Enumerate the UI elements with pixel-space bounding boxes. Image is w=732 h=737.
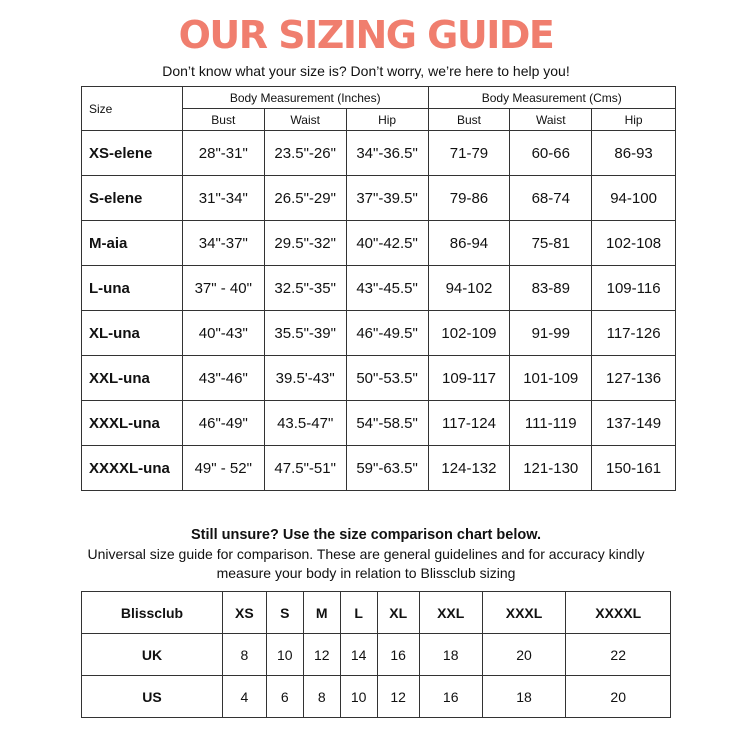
measurement-cell: 86-94 xyxy=(428,221,510,266)
measurement-cell: 59"-63.5" xyxy=(346,446,428,491)
measurement-cell: 137-149 xyxy=(592,401,676,446)
page-title: OUR SIZING GUIDE xyxy=(178,13,554,57)
measurement-cell: 109-117 xyxy=(428,356,510,401)
measurement-cell: 50"-53.5" xyxy=(346,356,428,401)
size-name-cell: XS-elene xyxy=(82,131,183,176)
measurement-cell: 124-132 xyxy=(428,446,510,491)
table-row xyxy=(82,446,676,491)
table-row xyxy=(82,401,676,446)
sub-header-cell: Waist xyxy=(264,109,346,131)
comparison-value-cell: 4 xyxy=(222,676,266,718)
comparison-size-header: L xyxy=(340,592,377,634)
measurement-cell: 35.5"-39" xyxy=(264,311,346,356)
measurement-cell: 34"-36.5" xyxy=(346,131,428,176)
size-name-cell: XL-una xyxy=(82,311,183,356)
comparison-value-cell: 20 xyxy=(482,634,566,676)
measurement-cell: 121-130 xyxy=(510,446,592,491)
page-subtitle: Don’t know what your size is? Don’t worry, we’re here to help you! xyxy=(162,63,570,79)
comparison-size-header: XL xyxy=(377,592,419,634)
measurement-cell: 43"-45.5" xyxy=(346,266,428,311)
comparison-size-header: XS xyxy=(222,592,266,634)
comparison-heading: Still unsure? Use the size comparison chart below. xyxy=(191,527,541,543)
comparison-description: Universal size guide for comparison. These are general guidelines and for accuracy kindly measure your body in relation to Blissclub sizing xyxy=(87,546,645,581)
size-name-cell: XXXXL-una xyxy=(82,446,183,491)
inches-group-header: Body Measurement (Inches) xyxy=(182,87,428,109)
size-column-header: Size xyxy=(82,87,183,131)
measurement-cell: 49" - 52" xyxy=(182,446,264,491)
measurement-cell: 150-161 xyxy=(592,446,676,491)
measurement-cell: 43.5-47" xyxy=(264,401,346,446)
comparison-value-cell: 18 xyxy=(419,634,482,676)
measurement-cell: 75-81 xyxy=(510,221,592,266)
comparison-size-header: XXL xyxy=(419,592,482,634)
measurement-cell: 34"-37" xyxy=(182,221,264,266)
measurement-cell: 101-109 xyxy=(510,356,592,401)
table-row xyxy=(82,176,676,221)
comparison-value-cell: 8 xyxy=(303,676,340,718)
comparison-header-row xyxy=(82,592,671,634)
measurement-cell: 111-119 xyxy=(510,401,592,446)
comparison-value-cell: 14 xyxy=(340,634,377,676)
region-label-cell: UK xyxy=(82,634,223,676)
cms-group-header: Body Measurement (Cms) xyxy=(428,87,675,109)
table-row xyxy=(82,266,676,311)
comparison-value-cell: 8 xyxy=(222,634,266,676)
brand-label-cell: Blissclub xyxy=(82,592,223,634)
measurement-cell: 68-74 xyxy=(510,176,592,221)
size-name-cell: XXL-una xyxy=(82,356,183,401)
measurement-cell: 127-136 xyxy=(592,356,676,401)
size-name-cell: XXXL-una xyxy=(82,401,183,446)
comparison-value-cell: 16 xyxy=(377,634,419,676)
measurement-cell: 86-93 xyxy=(592,131,676,176)
measurement-cell: 37" - 40" xyxy=(182,266,264,311)
measurement-cell: 40"-43" xyxy=(182,311,264,356)
measurement-cell: 117-126 xyxy=(592,311,676,356)
measurement-cell: 102-108 xyxy=(592,221,676,266)
measurement-cell: 40"-42.5" xyxy=(346,221,428,266)
sub-header-cell: Hip xyxy=(346,109,428,131)
comparison-value-cell: 10 xyxy=(266,634,303,676)
measurement-cell: 83-89 xyxy=(510,266,592,311)
measurement-cell: 79-86 xyxy=(428,176,510,221)
sub-header-cell: Hip xyxy=(592,109,676,131)
comparison-value-cell: 16 xyxy=(419,676,482,718)
comparison-size-header: XXXXL xyxy=(566,592,671,634)
measurement-cell: 23.5"-26" xyxy=(264,131,346,176)
measurement-cell: 94-100 xyxy=(592,176,676,221)
measurement-cell: 47.5"-51" xyxy=(264,446,346,491)
measurement-cell: 54"-58.5" xyxy=(346,401,428,446)
measurement-cell: 31"-34" xyxy=(182,176,264,221)
comparison-size-header: XXXL xyxy=(482,592,566,634)
measurement-cell: 102-109 xyxy=(428,311,510,356)
measurement-cell: 29.5"-32" xyxy=(264,221,346,266)
size-name-cell: L-una xyxy=(82,266,183,311)
sub-header-cell: Bust xyxy=(428,109,510,131)
measurement-cell: 37"-39.5" xyxy=(346,176,428,221)
comparison-value-cell: 10 xyxy=(340,676,377,718)
comparison-row xyxy=(82,676,671,718)
measurement-cell: 46"-49.5" xyxy=(346,311,428,356)
measurement-cell: 28"-31" xyxy=(182,131,264,176)
measurement-cell: 39.5'-43" xyxy=(264,356,346,401)
measurement-cell: 91-99 xyxy=(510,311,592,356)
measurement-cell: 109-116 xyxy=(592,266,676,311)
comparison-value-cell: 20 xyxy=(566,676,671,718)
comparison-value-cell: 6 xyxy=(266,676,303,718)
sub-header-cell: Bust xyxy=(182,109,264,131)
comparison-size-header: S xyxy=(266,592,303,634)
measurement-cell: 46"-49" xyxy=(182,401,264,446)
table-row xyxy=(82,356,676,401)
size-comparison-table xyxy=(81,591,671,718)
measurement-cell: 32.5"-35" xyxy=(264,266,346,311)
size-name-cell: M-aia xyxy=(82,221,183,266)
measurement-cell: 94-102 xyxy=(428,266,510,311)
measurement-cell: 71-79 xyxy=(428,131,510,176)
measurement-cell: 60-66 xyxy=(510,131,592,176)
sizing-table xyxy=(81,86,676,491)
table-row xyxy=(82,311,676,356)
measurement-cell: 43"-46" xyxy=(182,356,264,401)
comparison-row xyxy=(82,634,671,676)
size-name-cell: S-elene xyxy=(82,176,183,221)
comparison-value-cell: 12 xyxy=(303,634,340,676)
measurement-cell: 117-124 xyxy=(428,401,510,446)
comparison-value-cell: 18 xyxy=(482,676,566,718)
table-row xyxy=(82,221,676,266)
comparison-value-cell: 22 xyxy=(566,634,671,676)
table-row xyxy=(82,131,676,176)
measurement-cell: 26.5"-29" xyxy=(264,176,346,221)
sub-header-cell: Waist xyxy=(510,109,592,131)
region-label-cell: US xyxy=(82,676,223,718)
comparison-value-cell: 12 xyxy=(377,676,419,718)
comparison-size-header: M xyxy=(303,592,340,634)
